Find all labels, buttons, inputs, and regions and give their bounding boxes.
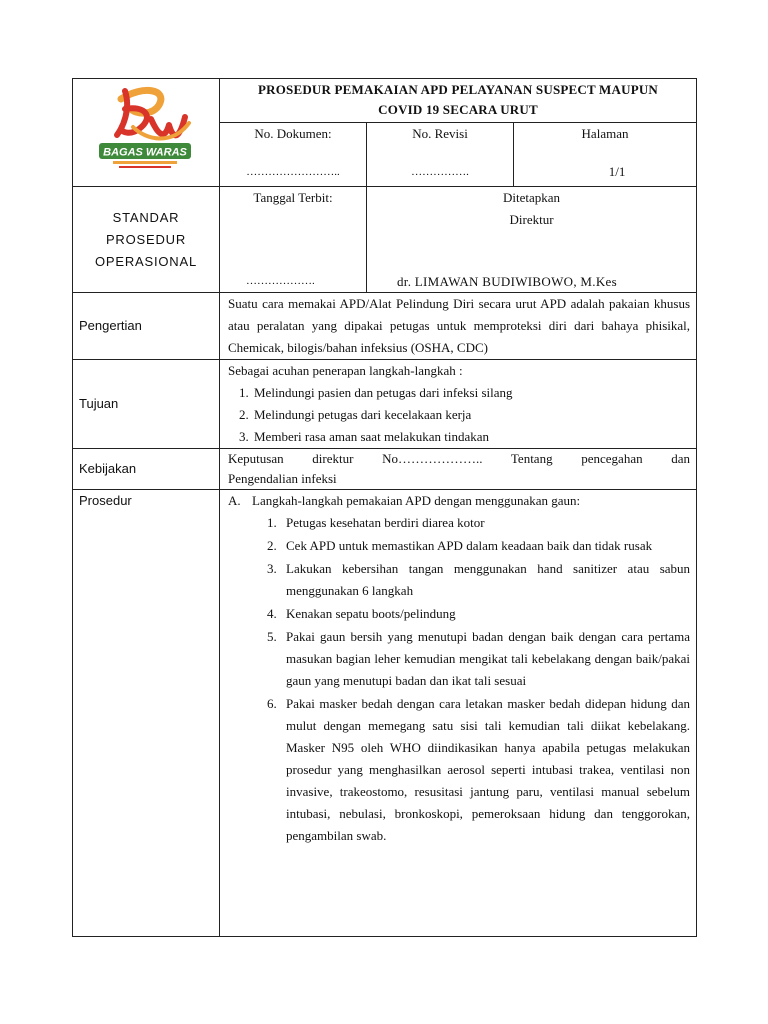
- prosedur-label: Prosedur: [73, 490, 220, 937]
- tujuan-label: Tujuan: [73, 360, 220, 449]
- list-item: 4. Kenakan sepatu boots/pelindung: [280, 603, 690, 625]
- list-item: 5. Pakai gaun bersih yang menutupi badan dengan baik dengan cara pertama masukan bagian leher kemudian mengikat tali kebelakang dengan baik/pakai gaun yang menutupi badan dan ikat tali sesuai: [280, 626, 690, 692]
- sop-line-2: PROSEDUR: [105, 231, 187, 247]
- tujuan-list: [228, 382, 690, 448]
- halaman-label: Halaman: [581, 126, 629, 142]
- tujuan-intro: Sebagai acuhan penerapan langkah-langkah :: [228, 363, 463, 378]
- list-item: 3. Memberi rasa aman saat melakukan tindakan: [252, 426, 690, 448]
- tujuan-content: [220, 360, 697, 449]
- kebijakan-content: [220, 449, 697, 490]
- document-title: [220, 79, 697, 123]
- list-item: 2. Cek APD untuk memastikan APD dalam keadaan baik dan tidak rusak: [280, 535, 690, 557]
- list-item: 1. Melindungi pasien dan petugas dari infeksi silang: [252, 382, 690, 404]
- sop-table: [72, 78, 697, 937]
- no-dokumen-cell: [220, 123, 367, 187]
- list-item: 2. Melindungi petugas dari kecelakaan kerja: [252, 404, 690, 426]
- tanggal-terbit-value: ……………….: [246, 275, 315, 287]
- list-item: 1. Petugas kesehatan berdiri diarea kotor: [280, 512, 690, 534]
- list-item: 6. Pakai masker bedah dengan cara letakan masker bedah didepan hidung dan mulut dengan memegang satu sisi tali kemudian tali diikat kebelakang. Masker N95 oleh WHO diindikasikan hanya apabila petugas melakukan prosedur yang menghasilkan aerosol seperti intubasi trakea, ventilasi non invasive, trakeostomo, resusitasi jantung paru, ventilasi manual sebelum intubasi, nebulasi, bronkoskopi, pemeroksaan hidung dan tenggorokan, pengambilan swab.: [280, 693, 690, 847]
- sop-line-1: STANDAR: [112, 209, 180, 225]
- direktur-name: dr. LIMAWAN BUDIWIBOWO, M.Kes: [397, 274, 617, 289]
- title-line-1: PROSEDUR PEMAKAIAN APD PELAYANAN SUSPECT MAUPUN: [257, 82, 659, 97]
- sop-label-cell: [73, 187, 220, 293]
- no-dokumen-value: ……………………..: [246, 166, 340, 179]
- list-item: 3. Lakukan kebersihan tangan menggunakan hand sanitizer atau sabun menggunakan 6 langkah: [280, 558, 690, 602]
- sop-line-3: OPERASIONAL: [95, 253, 197, 269]
- ditetapkan-label: Ditetapkan: [502, 190, 561, 205]
- prosedur-content: [220, 490, 697, 937]
- no-revisi-cell: [367, 123, 514, 187]
- kebijakan-line-2: Pengendalian infeksi: [228, 471, 337, 486]
- tanggal-terbit-cell: [220, 187, 367, 293]
- direktur-label: Direktur: [509, 212, 554, 227]
- section-marker: A.: [228, 493, 241, 508]
- title-line-2: COVID 19 SECARA URUT: [378, 102, 538, 117]
- pengertian-text: Suatu cara memakai APD/Alat Pelindung Diri secara urut APD adalah pakaian khusus atau peralatan yang dipakai petugas untuk memproteksi diri dari bahaya phisikal, Chemicak, bilogis/bahan infeksius (OSHA, CDC): [220, 293, 697, 360]
- kebijakan-line-1: Keputusan direktur No……………….. Tentang pencegahan dan: [228, 451, 691, 466]
- ditetapkan-cell: [367, 187, 697, 293]
- logo-cell: [73, 79, 220, 187]
- logo-text: BAGAS WARAS: [103, 146, 187, 159]
- halaman-cell: [514, 123, 697, 187]
- bagas-waras-logo: [73, 79, 218, 179]
- prosedur-section-a: [228, 490, 690, 512]
- pengertian-label: Pengertian: [73, 293, 220, 360]
- prosedur-steps: [228, 512, 690, 847]
- section-title: Langkah-langkah pemakaian APD dengan menggunakan gaun:: [252, 493, 581, 508]
- tanggal-terbit-label: Tanggal Terbit:: [253, 190, 333, 205]
- no-dokumen-label: No. Dokumen:: [254, 126, 332, 142]
- kebijakan-label: Kebijakan: [73, 449, 220, 490]
- halaman-value: 1/1: [608, 164, 626, 180]
- no-revisi-value: …………….: [411, 166, 469, 179]
- no-revisi-label: No. Revisi: [412, 126, 468, 142]
